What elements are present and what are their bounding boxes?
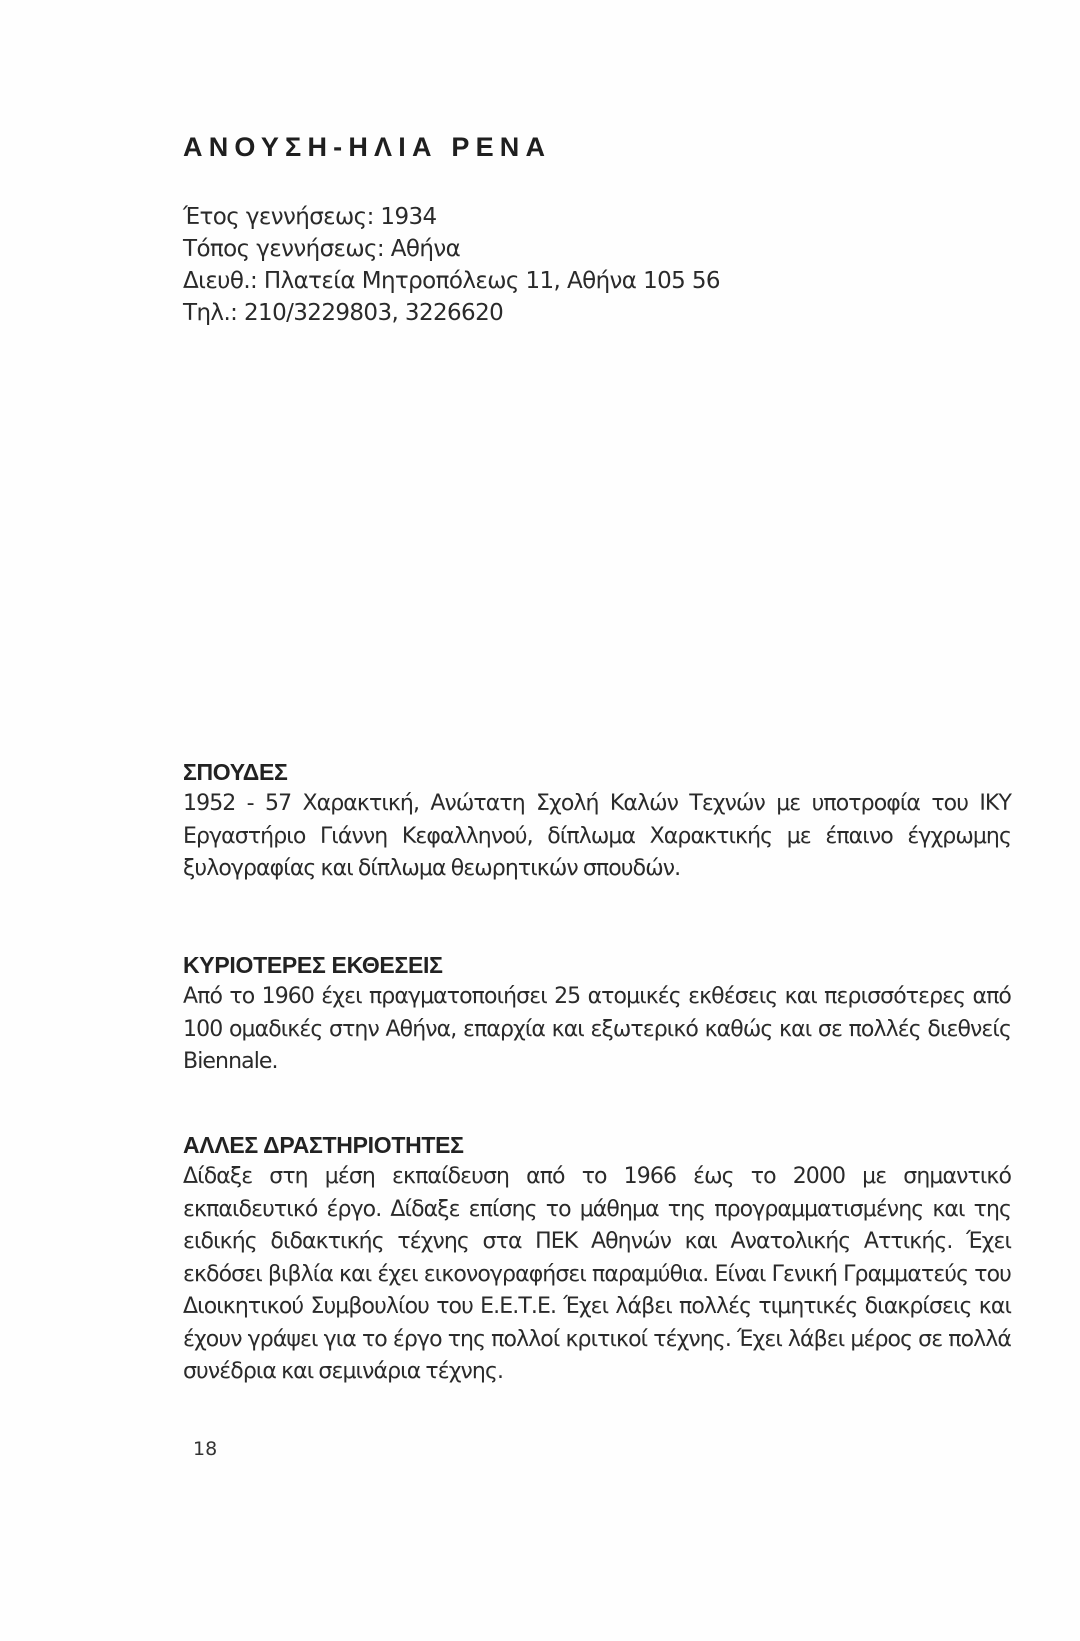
section-text: 1952 - 57 Χαρακτική, Ανώτατη Σχολή Καλών Τεχνών με υποτροφία του ΙΚΥ Εργαστήριο Γιάννη Κεφαλληνού, δίπλωμα Χαρακτικής με έπαινο έγχρωμης ξυλογραφίας και δίπλωμα θεωρητικών σπουδών. <box>183 791 1011 881</box>
section-text: Δίδαξε στη μέση εκπαίδευση από το 1966 έως το 2000 με σημαντικό εκπαιδευτικό έργο. Δίδαξε επίσης το μάθημα της προγραμματισμένης και της ειδικής διδακτικής τέχνης στα ΠΕΚ Αθηνών και Ανατολικής Αττικής. Έχει εκδόσει βιβλία και έχει εικονογραφήσει παραμύθια. Είναι Γενική Γραμματεύς του Διοικητικού Συμβουλίου του Ε.Ε.Τ.Ε. Έχει λάβει πολλές τιμητικές διακρίσεις και έχουν γράψει για το έργο της πολλοί κριτικοί τέχνης. Έχει λάβει μέρος σε πολλά συνέδρια και σεμινάρια τέχνης. <box>183 1164 1011 1384</box>
section-heading: ΑΛΛΕΣ ΔΡΑΣΤΗΡΙΟΤΗΤΕΣ <box>183 1132 464 1158</box>
section-heading: ΚΥΡΙΟΤΕΡΕΣ ΕΚΘΕΣΕΙΣ <box>183 952 443 978</box>
section-studies <box>183 756 1011 886</box>
birth-place: Τόπος γεννήσεως: Αθήνα <box>183 236 461 262</box>
artist-info-block <box>183 201 720 329</box>
section-other-activities <box>183 1129 1011 1389</box>
page-number: 18 <box>193 1438 218 1460</box>
section-heading: ΣΠΟΥΔΕΣ <box>183 759 288 785</box>
address: Διευθ.: Πλατεία Μητροπόλεως 11, Αθήνα 105 56 <box>183 268 720 294</box>
section-text: Από το 1960 έχει πραγματοποιήσει 25 ατομικές εκθέσεις και περισσότερες από 100 ομαδικές στην Αθήνα, επαρχία και εξωτερικό καθώς και σε πολλές διεθνείς Biennale. <box>183 984 1011 1074</box>
artist-name-title: ΑΝΟΥΣΗ-ΗΛΙΑ ΡΕΝΑ <box>183 132 552 162</box>
phone: Τηλ.: 210/3229803, 3226620 <box>183 300 504 326</box>
birth-year: Έτος γεννήσεως: 1934 <box>183 204 437 230</box>
section-exhibitions <box>183 949 1011 1079</box>
